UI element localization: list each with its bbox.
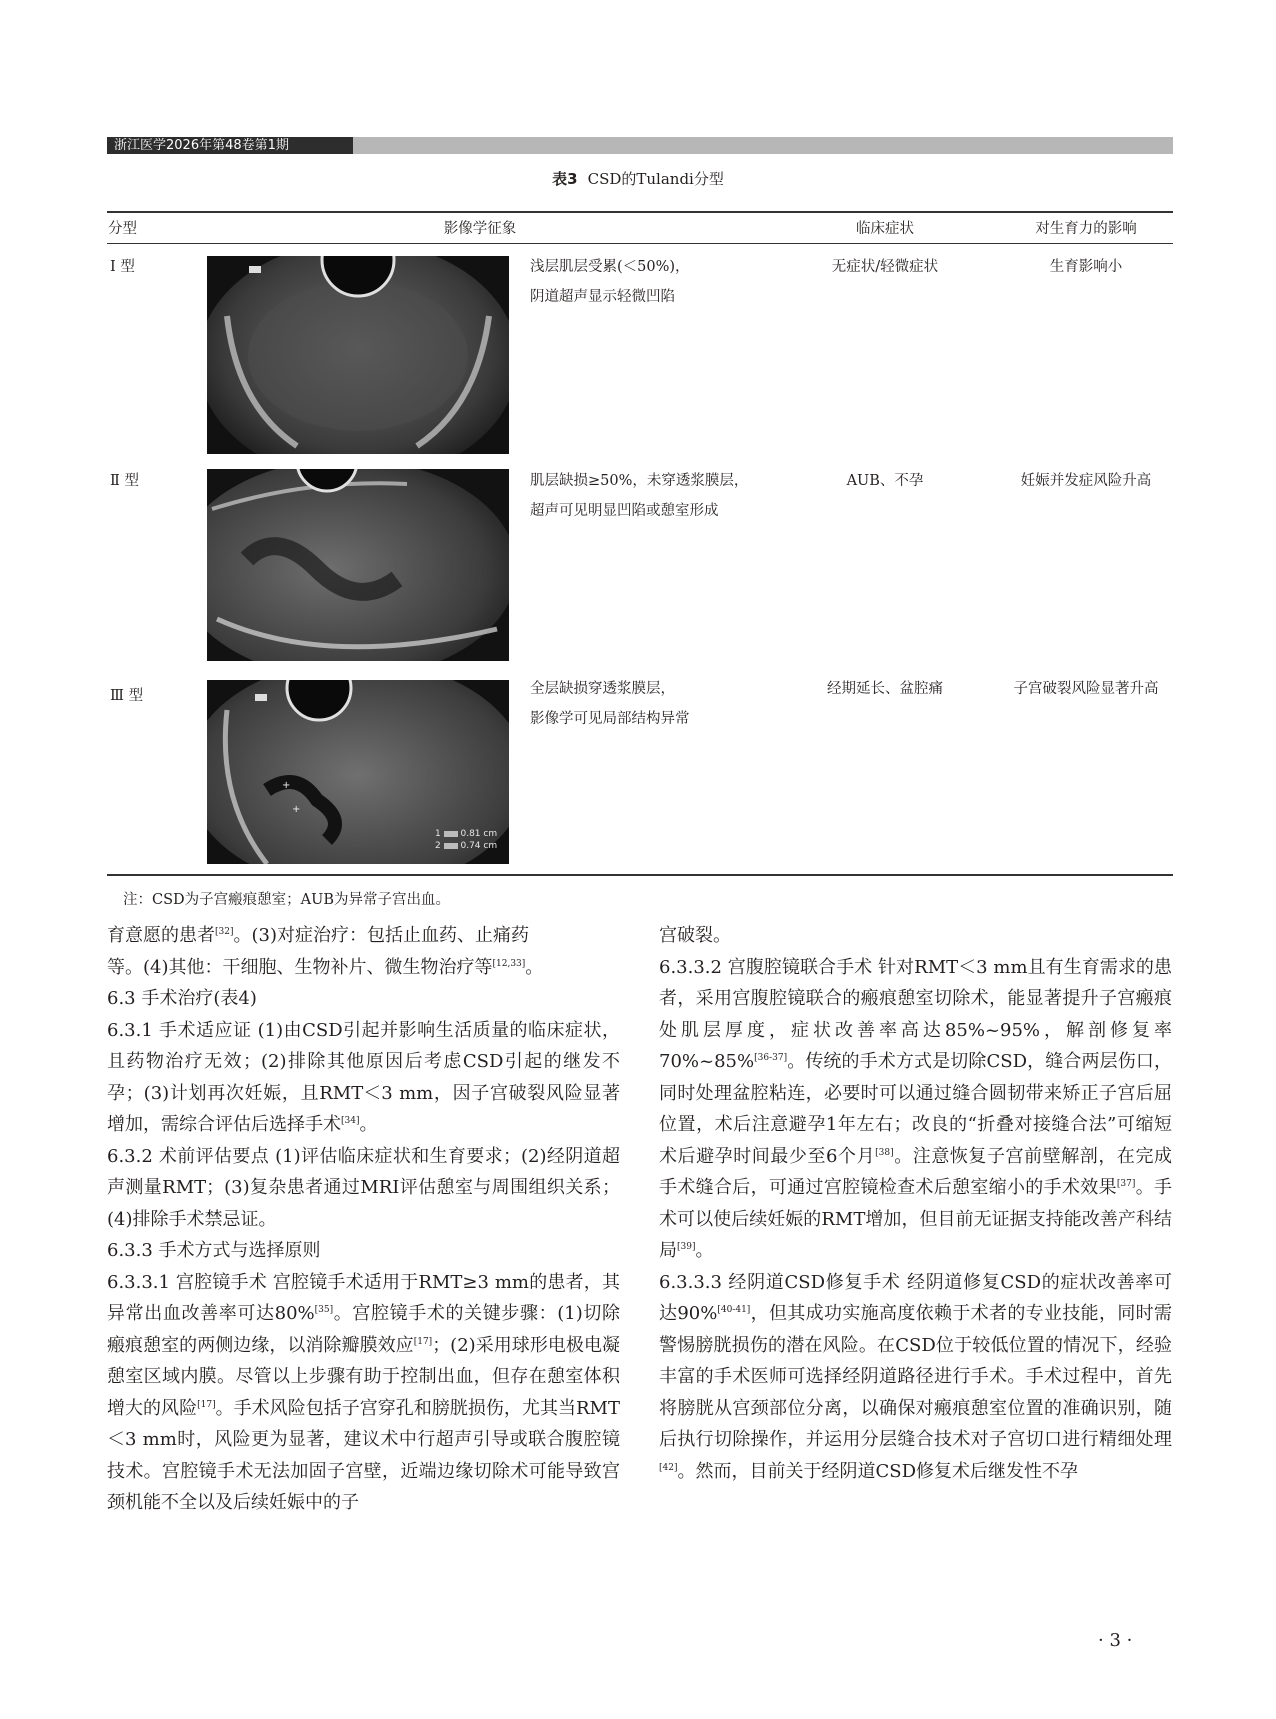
table-label: 表3 [552,170,578,188]
row3-fertility: 子宫破裂风险显著升高 [1013,681,1159,697]
row1-fertility: 生育影响小 [1049,259,1123,275]
row2-imaging: 肌层缺损≥50%，未穿透浆膜层， 超声可见明显凹陷或憩室形成 [530,473,749,519]
paragraph: 等。(4)其他：干细胞、生物补片、微生物治疗等[12,33]。 [107,956,544,978]
table-bottom-rule [107,874,1173,876]
ultrasound-image-type-2 [207,469,509,661]
table-note: 注：CSD为子宫瘢痕憩室；AUB为异常子宫出血。 [123,892,450,908]
svg-text:+: + [292,804,301,815]
row1-type: Ⅰ 型 [110,259,135,275]
row3-symptoms: 经期延长、盆腔痛 [827,681,943,697]
row2-type: Ⅱ 型 [110,473,139,489]
table-top-rule [107,211,1173,213]
section-heading: 6.3 手术治疗(表4) [107,988,257,1009]
column-header-symptoms: 临床症状 [856,221,914,237]
table-header-rule [107,243,1173,244]
paragraph: 育意愿的患者[32]。(3)对症治疗：包括止血药、止痛药 [107,925,529,946]
row3-imaging: 全层缺损穿透浆膜层， 影像学可见局部结构异常 [530,681,690,727]
column-header-type: 分型 [108,221,137,237]
row1-imaging: 浅层肌层受累(＜50%)， 阴道超声显示轻微凹陷 [530,259,690,305]
column-header-imaging: 影像学征象 [443,221,517,237]
left-column [107,920,620,1519]
right-column [659,920,1172,1487]
journal-issue-label: 浙江医学2026年第48卷第1期 [107,137,353,154]
row2-symptoms: AUB、不孕 [846,473,924,489]
ultrasound-image-type-3 [207,680,509,864]
row3-type: Ⅲ 型 [110,688,144,704]
paragraph: 6.3.3.2 宫腹腔镜联合手术 针对RMT＜3 mm且有生育需求的患者，采用宫腹腔镜联合的瘢痕憩室切除术，能显著提升子宫瘢痕处肌层厚度，症状改善率高达85%~95%，解剖修复率70%~85%[36-37]。传统的手术方式是切除CSD，缝合两层伤口，同时处理盆腔粘连，必要时可以通过缝合圆韧带来矫正子宫后屈位置，术后注意避孕1年左右；改良的“折叠对接缝合法”可缩短术后避孕时间最少至6个月[38]。注意恢复子宫前壁解剖，在完成手术缝合后，可通过宫腔镜检查术后憩室缩小的手术效果[37]。手术可以使后续妊娠的RMT增加，但目前无证据支持能改善产科结局[39]。 [659,956,1173,1261]
row1-symptoms: 无症状/轻微症状 [831,259,939,275]
column-header-fertility: 对生育力的影响 [1035,221,1137,237]
measurement-readout: 1 0.81 cm 2 0.74 cm [435,829,498,851]
section-heading: 6.3.3 手术方式与选择原则 [107,1240,321,1261]
paragraph: 6.3.3.1 宫腔镜手术 宫腔镜手术适用于RMT≥3 mm的患者，其异常出血改善率可达80%[35]。宫腔镜手术的关键步骤：(1)切除瘢痕憩室的两侧边缘，以消除瓣膜效应[17]；(2)采用球形电极电凝憩室区域内膜。尽管以上步骤有助于控制出血，但存在憩室体积增大的风险[17]。手术风险包括子宫穿孔和膀胱损伤，尤其当RMT＜3 mm时，风险更为显著，建议术中行超声引导或联合腹腔镜技术。宫腔镜手术无法加固子宫壁，近端边缘切除术可能导致宫颈机能不全以及后续妊娠中的子 [107,1271,621,1513]
paragraph: 6.3.1 手术适应证 (1)由CSD引起并影响生活质量的临床症状，且药物治疗无效；(2)排除其他原因后考虑CSD引起的继发不孕；(3)计划再次妊娠，且RMT＜3 mm，因子宫破裂风险显著增加，需综合评估后选择手术[34]。 [107,1019,620,1135]
svg-text:+: + [282,780,291,791]
table-title: CSD的Tulandi分型 [587,170,724,188]
page-number: · 3 · [1098,1630,1133,1651]
paragraph: 6.3.3.3 经阴道CSD修复手术 经阴道修复CSD的症状改善率可达90%[40-41]，但其成功实施高度依赖于术者的专业技能，同时需警惕膀胱损伤的潜在风险。在CSD位于较低位置的情况下，经验丰富的手术医师可选择经阴道路径进行手术。手术过程中，首先将膀胱从宫颈部位分离，以确保对瘢痕憩室位置的准确识别，随后执行切除操作，并运用分层缝合技术对子宫切口进行精细处理[42]。然而，目前关于经阴道CSD修复术后继发性不孕 [659,1271,1172,1482]
ultrasound-image-type-1 [207,256,509,454]
paragraph: 6.3.2 术前评估要点 (1)评估临床症状和生育要求；(2)经阴道超声测量RMT；(3)复杂患者通过MRI评估憩室与周围组织关系；(4)排除手术禁忌证。 [107,1145,620,1230]
table-caption [0,168,1276,189]
paragraph: 宫破裂。 [659,925,731,946]
row2-fertility: 妊娠并发症风险升高 [1020,473,1152,489]
